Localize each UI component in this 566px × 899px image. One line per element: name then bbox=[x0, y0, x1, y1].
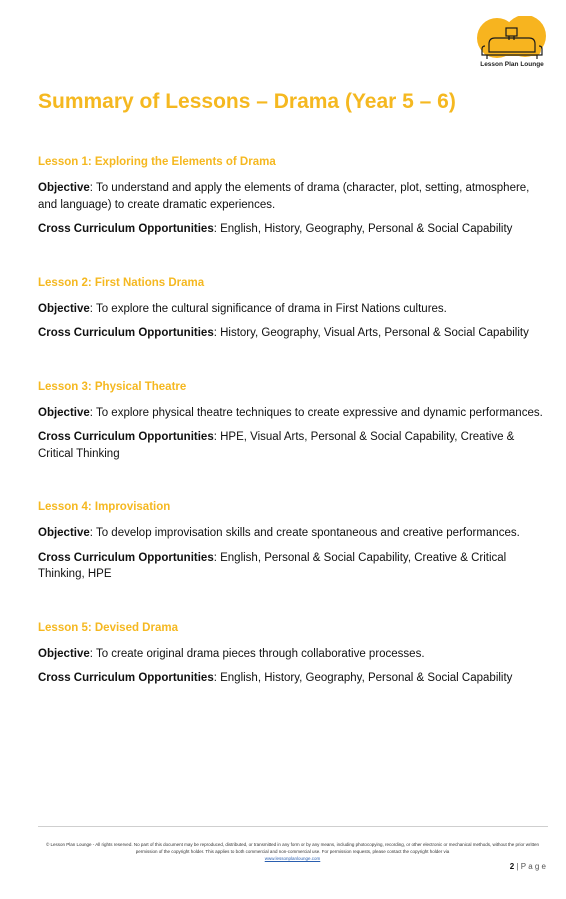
objective-text: : To develop improvisation skills and create spontaneous and creative performances. bbox=[89, 527, 520, 539]
lesson-objective bbox=[38, 180, 548, 213]
cross-curriculum-text: : History, Geography, Visual Arts, Personal & Social Capability bbox=[213, 327, 529, 339]
lesson-objective bbox=[38, 301, 548, 318]
lesson-title: Lesson 4: Improvisation bbox=[38, 501, 171, 513]
cross-curriculum-text: : English, History, Geography, Personal & Social Capability bbox=[213, 223, 513, 235]
objective-text: : To create original drama pieces through collaborative processes. bbox=[89, 647, 425, 660]
page-label: | P a g e bbox=[516, 862, 546, 871]
cross-curriculum-label: Cross Curriculum Opportunities bbox=[38, 431, 214, 443]
page-number-value: 2 bbox=[509, 862, 515, 871]
cross-curriculum-label: Cross Curriculum Opportunities bbox=[38, 223, 214, 235]
page-number bbox=[480, 862, 546, 871]
lesson-1 bbox=[38, 155, 548, 238]
cross-curriculum-text: : English, Personal & Social Capability, Creative & Critical Thinking, HPE bbox=[38, 551, 507, 580]
footer-copyright bbox=[40, 841, 545, 862]
page-title: Summary of Lessons – Drama (Year 5 – 6) bbox=[38, 90, 456, 113]
lesson-cross-curriculum bbox=[38, 325, 548, 342]
lesson-objective bbox=[38, 646, 548, 663]
cross-curriculum-label: Cross Curriculum Opportunities bbox=[38, 327, 214, 339]
objective-text: : To understand and apply the elements of drama (character, plot, setting, atmosphere, and language) to create dramatic experiences. bbox=[38, 182, 530, 211]
lesson-title: Lesson 2: First Nations Drama bbox=[38, 276, 205, 289]
cross-curriculum-text: : HPE, Visual Arts, Personal & Social Capability, Creative & Critical Thinking bbox=[38, 431, 515, 460]
copyright-text: © Lesson Plan Lounge - All rights reserved. No part of this document may be reproduced, distributed, or transmitted in any form or by any means, including photocopying, recording, or other electronic or mechanical methods, without the prior written permission of the copyright holder. This applies to both commercial and non-commercial use. For permission requests, please contact the copyright holder via bbox=[45, 842, 540, 854]
objective-text: : To explore physical theatre techniques to create expressive and dynamic performances. bbox=[89, 406, 543, 419]
cross-curriculum-text: : English, History, Geography, Personal & Social Capability bbox=[213, 672, 513, 684]
objective-label: Objective bbox=[38, 647, 90, 660]
lesson-cross-curriculum bbox=[38, 221, 548, 238]
lesson-cross-curriculum bbox=[38, 670, 548, 687]
lesson-title: Lesson 5: Devised Drama bbox=[38, 621, 178, 634]
lesson-5 bbox=[38, 621, 548, 687]
objective-label: Objective bbox=[38, 527, 90, 539]
website-link[interactable]: www.lessonplanlounge.com bbox=[264, 856, 321, 861]
lesson-3 bbox=[38, 380, 548, 463]
objective-label: Objective bbox=[38, 302, 90, 315]
lesson-title: Lesson 1: Exploring the Elements of Drama bbox=[38, 156, 276, 168]
lesson-4 bbox=[38, 500, 548, 583]
footer-divider bbox=[38, 826, 548, 827]
logo-text: Lesson Plan Lounge bbox=[480, 61, 544, 68]
lesson-cross-curriculum bbox=[38, 429, 548, 462]
objective-label: Objective bbox=[38, 406, 90, 419]
lessons-list bbox=[38, 155, 548, 725]
lesson-2 bbox=[38, 276, 548, 342]
objective-label: Objective bbox=[38, 182, 90, 194]
lesson-objective bbox=[38, 405, 548, 422]
objective-text: : To explore the cultural significance of drama in First Nations cultures. bbox=[89, 302, 447, 315]
lesson-title: Lesson 3: Physical Theatre bbox=[38, 380, 187, 393]
lesson-objective bbox=[38, 525, 548, 542]
cross-curriculum-label: Cross Curriculum Opportunities bbox=[38, 672, 214, 684]
cross-curriculum-label: Cross Curriculum Opportunities bbox=[38, 551, 214, 564]
lesson-cross-curriculum bbox=[38, 550, 548, 583]
